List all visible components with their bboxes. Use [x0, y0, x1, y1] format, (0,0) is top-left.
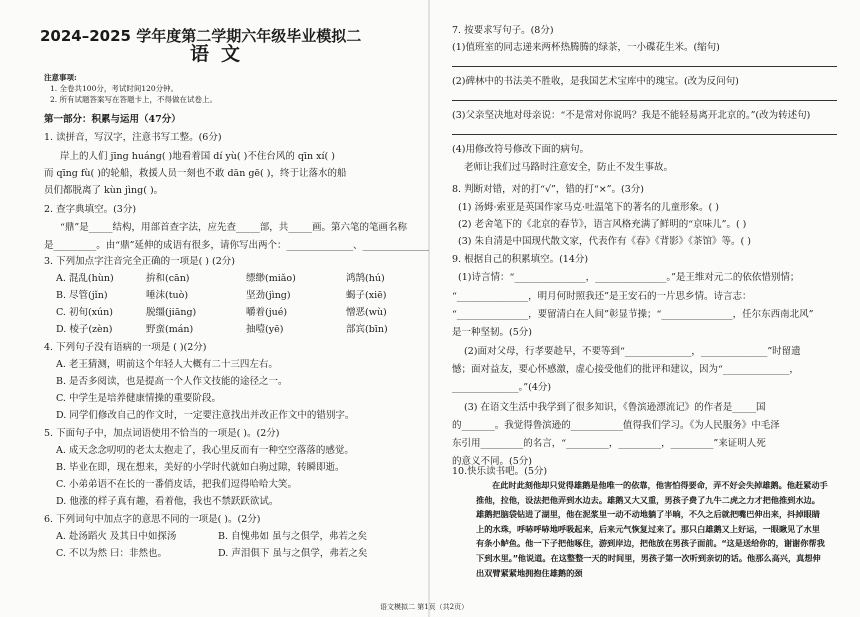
- q10-stem: 10.快乐读书吧。(5分): [452, 466, 548, 477]
- q7-item: (2)碑林中的书法美不胜收，是我国艺术宝库中的瑰宝。(改为反问句): [452, 76, 739, 87]
- q3-option: D. 棱子(zèn): [56, 324, 113, 335]
- answer-line: [452, 134, 837, 135]
- q8-item: (1) 汤姆·索亚是英国作家马克·吐温笔下的著名的儿童形象。( ): [458, 202, 719, 213]
- q3-option: 拚和(cān): [146, 273, 190, 284]
- q4-option: C. 中学生是培养健康情操的重要阶段。: [56, 393, 221, 404]
- q9-line: 憾；面对益友，要心怀感激，虚心接受他们的批评和建议，因为“______________，: [452, 364, 799, 375]
- q3-option: 嚼着(jué): [246, 307, 288, 318]
- q9-line: 的_______。我觉得鲁滨逊的___________值得我们学习。《为人民服务》中毛泽: [452, 420, 780, 431]
- q7-item: (3)父亲坚决地对母亲说：“不是常对你说吗？我是不能轻易离开北京的。”(改为转述句): [452, 110, 811, 121]
- q3-option: 缥缈(miǎo): [246, 273, 296, 284]
- q5-stem: 5. 下面句子中，加点词语使用不恰当的一项是( )。(2分): [44, 428, 280, 439]
- q9-line: “_______________，明月何时照我还”是王安石的一片思乡情。诗言志：: [452, 291, 752, 302]
- q1-line: 而 qīng fù( )的轮船，救援人员一刻也不敢 dān gē( )，终于让落水的船: [44, 168, 347, 179]
- reading-passage: 在此时此刻他却只觉得雄鹅是他唯一的依靠，他害怕得要命，弄不好会失掉雄鹅。他赶紧动手推他，拉他，设法把他弄到水边去。雄鹅又大又重，男孩子费了九牛二虎之力才把他推到水边。雄鹅把脑袋钻进了湖里，他在泥浆里一动不动地躺了半晌，不久之后就把嘴巴伸出来，抖掉眼睛上的水珠，呼哧呼哧地呼吸起来，后来元气恢复过来了。那只白雄鹅又上好运，一眼瞅见了水里有条小鲈鱼。他一下子把他啄住，游到岸边，把他放在男孩子面前。“这是送给你的，谢谢你帮我下到水里。”他说道。在这整整一天的时间里，男孩子第一次听到亲切的话。他那么高兴，真想伸出双臂紧紧地拥抱住雄鹅的颈: [476, 480, 828, 578]
- note-item: 1. 全卷共100分，考试时间120分钟。: [50, 84, 179, 93]
- q3-option: 坚劲(jìng): [246, 290, 291, 301]
- q3-option: 抽噎(yē): [246, 324, 284, 335]
- notes-heading: 注意事项:: [44, 73, 77, 82]
- q2-line: “鼎”是_____结构，用部首查字法，应先查_____部，共_____画。第六笔的笔画名称: [60, 222, 407, 233]
- q5-option: C. 小弟弟语不在长的一番俏皮话，把我们逗得哈哈大笑。: [56, 479, 297, 490]
- q3-option: 蝎子(xiē): [346, 290, 387, 301]
- q5-option: A. 成天念念叨叨的老太太抱走了，我心里反而有一种空空落落的感觉。: [56, 445, 354, 456]
- q3-option: C. 初旬(xún): [56, 307, 113, 318]
- q6-option: A. 赴汤蹈火 及其日中如探汤: [56, 531, 177, 542]
- q7-stem: 7. 按要求写句子。(8分): [452, 25, 554, 36]
- q4-option: A. 老王猜测，明前这个年轻人大概有二十三四左右。: [56, 359, 278, 370]
- q7-item: (4)用修改符号修改下面的病句。: [452, 144, 589, 155]
- exam-title: 2024–2025 学年度第二学期六年级毕业模拟二: [40, 27, 362, 45]
- q9-line: 是一种坚韧。(5分): [452, 327, 532, 338]
- q1-stem: 1. 读拼音，写汉字，注意书写工整。(6分): [44, 132, 222, 143]
- q5-option: B. 毕业在即，现在想来，美好的小学时代就如白驹过隙，转瞬即逝。: [56, 462, 345, 473]
- q3-option: A. 混乱(hùn): [56, 273, 114, 284]
- left-column: [0, 0, 429, 617]
- q3-option: 唾沫(tuò): [146, 290, 189, 301]
- q4-option: B. 是否多阅读，也是提高一个人作文技能的途径之一。: [56, 376, 288, 387]
- q9-line: (1)诗言情：“_______________，_______________。”是王维对元二的依依惜别情；: [458, 272, 800, 283]
- answer-line: [452, 100, 837, 101]
- note-item: 2. 所有试题答案写在答题卡上，不得做在试卷上。: [50, 95, 218, 104]
- answer-line: [452, 66, 837, 67]
- q3-stem: 3. 下列加点字注音完全正确的一项是( ) (2分): [44, 256, 235, 267]
- q3-option: 部宾(bīn): [346, 324, 388, 335]
- q3-option: 鸿鹄(hú): [346, 273, 385, 284]
- q5-option: D. 他涨的样子真有趣，看着他，我也不禁跃跃欲试。: [56, 496, 279, 507]
- q9-line: 的意义不同。(5分): [452, 456, 532, 467]
- q6-option: C. 不以为然 曰：非然也。: [56, 548, 167, 559]
- sick-sentence: 老师让我们过马路时注意安全，防止不发生事故。: [464, 162, 674, 173]
- q1-line: 员们都脱离了 kùn jìng( )。: [44, 185, 164, 196]
- section-heading: 第一部分：积累与运用（47分）: [44, 114, 181, 125]
- q7-item: (1)值班室的同志递来两杯热腾腾的绿茶，一小碟花生米。(缩句): [452, 42, 720, 53]
- q9-line: 东引用_________的名言，“_________，_________，_________”来证明人死: [452, 438, 766, 449]
- q9-line: (3) 在语文生活中我学到了很多知识，《鲁滨逊漂流记》的作者是_____国: [464, 402, 766, 413]
- q6-stem: 6. 下列词句中加点字的意思不同的一项是( )。(2分): [44, 514, 261, 525]
- q9-line: (2)面对父母，行孝要趁早，不要等到“______________，______________”时留遗: [464, 346, 801, 357]
- subject-title: 语文: [190, 43, 253, 65]
- q9-line: ______________。”(4分): [452, 382, 552, 393]
- q6-option: B. 自愧弗如 虽与之俱学，弗若之矣: [218, 531, 368, 542]
- q8-item: (2) 老舍笔下的《北京的春节》，语言风格充满了鲜明的“京味儿”。( ): [458, 219, 747, 230]
- q3-option: 野蛮(mán): [146, 324, 194, 335]
- q2-stem: 2. 查字典填空。(3分): [44, 204, 137, 215]
- q1-line: 岸上的人们 jīng huáng( )地看着国 dí yù( )不住台风的 qīn xí( ): [60, 151, 335, 162]
- page-footer: 语文模拟二 第1页（共2页）: [380, 603, 469, 611]
- q2-line: 是_________。由“鼎”延伸的成语有很多，请你写出两个：______________、______________: [44, 240, 429, 251]
- q6-option: D. 声泪俱下 虽与之俱学，弗若之矣: [218, 548, 368, 559]
- q3-option: B. 尽管(jǐn): [56, 290, 108, 301]
- q4-option: D. 同学们修改自己的作文时，一定要注意找出并改正作文中的错别字。: [56, 410, 355, 421]
- q3-option: 憎恶(wù): [346, 307, 387, 318]
- q8-stem: 8. 判断对错，对的打“√”，错的打“×”。(3分): [452, 184, 644, 195]
- q3-option: 脱缰(jiāng): [146, 307, 197, 318]
- q8-item: (3) 朱自清是中国现代散文家，代表作有《春》《背影》《茶馆》等。( ): [458, 236, 751, 247]
- q9-stem: 9. 根据自己的积累填空。(14分): [452, 254, 589, 265]
- q9-line: “_______________，要留清白在人间”彰显节操；“_______________，任尔东西南北风”: [452, 309, 814, 320]
- q4-stem: 4. 下列句子没有语病的一项是 ( )(2分): [44, 342, 207, 353]
- page-fold-divider: [428, 0, 430, 617]
